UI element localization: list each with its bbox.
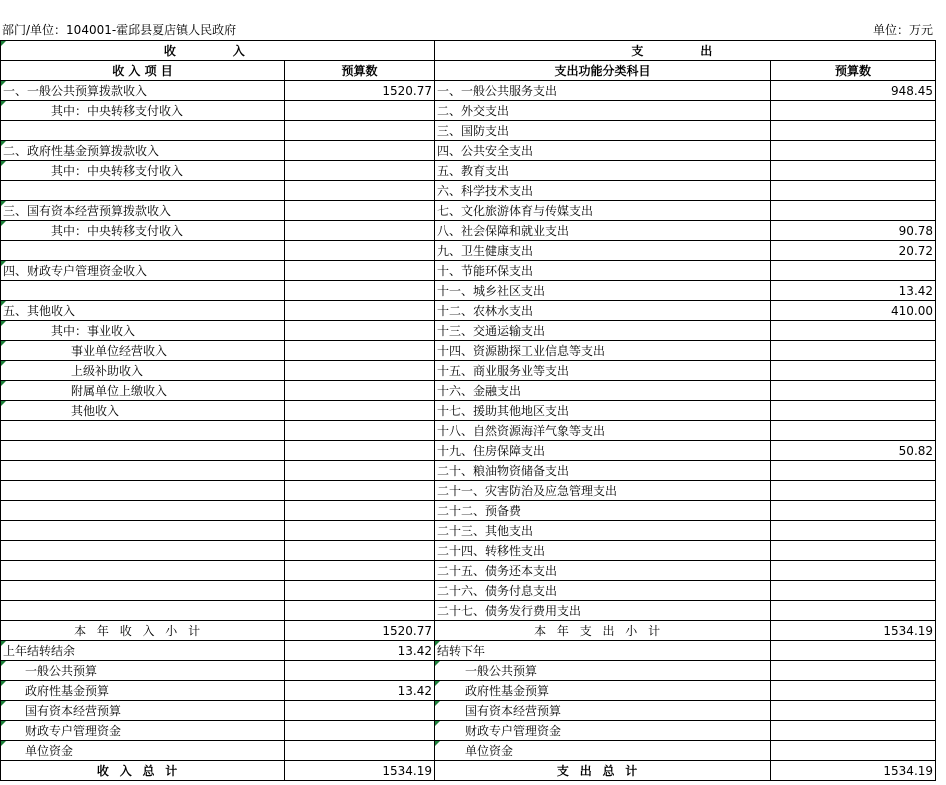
income-amount-cell [285,481,435,501]
income-amount-cell [285,181,435,201]
table-row [1,481,936,501]
income-item-cell: 事业单位经营收入 [1,341,285,361]
department-label: 部门/单位：104001-霍邱县夏店镇人民政府 [2,23,237,37]
income-item-cell [1,181,285,201]
carryover-expense-label: 财政专户管理资金 [435,721,771,741]
expense-item-cell: 十五、商业服务业等支出 [435,361,771,381]
table-row [1,81,936,101]
income-item-cell: 其中：中央转移支付收入 [1,161,285,181]
income-total-value: 1534.19 [285,761,435,781]
income-amount-cell [285,421,435,441]
carryover-row [1,661,936,681]
expense-item-cell: 十三、交通运输支出 [435,321,771,341]
table-row [1,261,936,281]
carryover-expense-value [771,721,936,741]
carryover-row [1,721,936,741]
expense-item-cell: 二十四、转移性支出 [435,541,771,561]
table-row [1,301,936,321]
expense-item-cell: 七、文化旅游体育与传媒支出 [435,201,771,221]
carryover-income-label: 一般公共预算 [1,661,285,681]
income-item-cell [1,561,285,581]
table-row [1,321,936,341]
table-row [1,381,936,401]
table-row [1,521,936,541]
expense-item-cell: 二十五、债务还本支出 [435,561,771,581]
income-amount-cell [285,501,435,521]
income-amount-cell [285,341,435,361]
expense-amount-cell: 90.78 [771,221,936,241]
expense-amount-cell [771,581,936,601]
expense-item-cell: 十九、住房保障支出 [435,441,771,461]
carryover-expense-value [771,701,936,721]
expense-item-cell: 十七、援助其他地区支出 [435,401,771,421]
table-row [1,361,936,381]
expense-amount-cell [771,141,936,161]
carryover-income-label: 上年结转结余 [1,641,285,661]
table-row [1,221,936,241]
expense-item-cell: 二十一、灾害防治及应急管理支出 [435,481,771,501]
income-amount-cell [285,201,435,221]
income-amount-cell: 1520.77 [285,81,435,101]
expense-item-cell: 一、一般公共服务支出 [435,81,771,101]
table-row [1,141,936,161]
income-amount-cell [285,581,435,601]
expense-item-cell: 十八、自然资源海洋气象等支出 [435,421,771,441]
table-row [1,161,936,181]
expense-item-cell: 十二、农林水支出 [435,301,771,321]
table-row [1,441,936,461]
income-amount-cell [285,281,435,301]
expense-item-cell: 二十、粮油物资储备支出 [435,461,771,481]
income-item-cell: 五、其他收入 [1,301,285,321]
expense-amount-cell [771,421,936,441]
carryover-income-value [285,661,435,681]
table-row [1,501,936,521]
income-item-cell [1,461,285,481]
expense-amount-cell [771,601,936,621]
income-amount-cell [285,241,435,261]
budget-table [0,40,936,781]
expense-item-cell: 九、卫生健康支出 [435,241,771,261]
expense-amount-cell [771,341,936,361]
col-expense-amount: 预算数 [771,61,936,81]
expense-item-cell: 十六、金融支出 [435,381,771,401]
col-expense-item: 支出功能分类科目 [435,61,771,81]
column-header-row [1,61,936,81]
carryover-income-value: 13.42 [285,681,435,701]
income-item-cell: 二、政府性基金预算拨款收入 [1,141,285,161]
income-item-cell: 其中：中央转移支付收入 [1,101,285,121]
carryover-expense-label: 结转下年 [435,641,771,661]
table-row [1,421,936,441]
carryover-row [1,701,936,721]
carryover-income-label: 政府性基金预算 [1,681,285,701]
income-amount-cell [285,601,435,621]
income-amount-cell [285,401,435,421]
expense-amount-cell: 13.42 [771,281,936,301]
carryover-income-value [285,701,435,721]
table-row [1,401,936,421]
expense-amount-cell: 50.82 [771,441,936,461]
section-title-row [1,41,936,61]
expense-amount-cell [771,461,936,481]
total-row [1,761,936,781]
carryover-income-value: 13.42 [285,641,435,661]
expense-item-cell: 十、节能环保支出 [435,261,771,281]
expense-amount-cell [771,161,936,181]
income-item-cell: 其中：中央转移支付收入 [1,221,285,241]
carryover-expense-value [771,641,936,661]
income-amount-cell [285,561,435,581]
expense-amount-cell [771,521,936,541]
table-row [1,341,936,361]
carryover-income-label: 单位资金 [1,741,285,761]
income-amount-cell [285,321,435,341]
expense-amount-cell [771,541,936,561]
income-amount-cell [285,121,435,141]
expense-item-cell: 二十七、债务发行费用支出 [435,601,771,621]
income-item-cell: 三、国有资本经营预算拨款收入 [1,201,285,221]
income-item-cell [1,581,285,601]
table-row [1,201,936,221]
expense-item-cell: 二、外交支出 [435,101,771,121]
income-amount-cell [285,541,435,561]
expense-amount-cell [771,201,936,221]
income-amount-cell [285,441,435,461]
expense-amount-cell: 410.00 [771,301,936,321]
expense-item-cell: 五、教育支出 [435,161,771,181]
expense-total-value: 1534.19 [771,761,936,781]
expense-amount-cell [771,501,936,521]
income-item-cell: 四、财政专户管理资金收入 [1,261,285,281]
expense-item-cell: 二十六、债务付息支出 [435,581,771,601]
table-row [1,281,936,301]
carryover-expense-value [771,741,936,761]
table-row [1,561,936,581]
expense-item-cell: 二十三、其他支出 [435,521,771,541]
carryover-income-value [285,721,435,741]
income-item-cell [1,601,285,621]
income-amount-cell [285,301,435,321]
expense-item-cell: 六、科学技术支出 [435,181,771,201]
income-item-cell [1,241,285,261]
table-row [1,461,936,481]
expense-amount-cell [771,261,936,281]
income-item-cell: 上级补助收入 [1,361,285,381]
income-amount-cell [285,101,435,121]
income-item-cell [1,541,285,561]
expense-item-cell: 二十二、预备费 [435,501,771,521]
expense-item-cell: 十一、城乡社区支出 [435,281,771,301]
expense-amount-cell: 948.45 [771,81,936,101]
income-item-cell: 其中：事业收入 [1,321,285,341]
income-amount-cell [285,461,435,481]
expense-amount-cell [771,121,936,141]
carryover-expense-label: 国有资本经营预算 [435,701,771,721]
income-subtotal-label: 本年收入小计 [1,621,285,641]
col-income-amount: 预算数 [285,61,435,81]
expense-amount-cell [771,401,936,421]
expense-item-cell: 三、国防支出 [435,121,771,141]
carryover-row [1,681,936,701]
table-row [1,241,936,261]
income-item-cell [1,281,285,301]
expense-total-label: 支出总计 [435,761,771,781]
expense-item-cell: 八、社会保障和就业支出 [435,221,771,241]
carryover-income-label: 财政专户管理资金 [1,721,285,741]
income-item-cell [1,441,285,461]
expense-item-cell: 四、公共安全支出 [435,141,771,161]
table-row [1,181,936,201]
income-total-label: 收入总计 [1,761,285,781]
carryover-income-label: 国有资本经营预算 [1,701,285,721]
income-item-cell [1,521,285,541]
income-item-cell [1,421,285,441]
col-income-item: 收 入 项 目 [1,61,285,81]
income-subtotal-value: 1520.77 [285,621,435,641]
expense-amount-cell [771,481,936,501]
income-amount-cell [285,221,435,241]
table-row [1,601,936,621]
subtotal-row [1,621,936,641]
income-item-cell: 附属单位上缴收入 [1,381,285,401]
income-amount-cell [285,261,435,281]
carryover-expense-label: 一般公共预算 [435,661,771,681]
expense-amount-cell [771,361,936,381]
income-amount-cell [285,141,435,161]
unit-label: 单位：万元 [872,23,933,37]
income-amount-cell [285,361,435,381]
carryover-income-value [285,741,435,761]
carryover-expense-label: 政府性基金预算 [435,681,771,701]
income-item-cell [1,501,285,521]
expense-amount-cell [771,101,936,121]
expense-amount-cell [771,321,936,341]
expense-amount-cell: 20.72 [771,241,936,261]
expense-amount-cell [771,381,936,401]
table-row [1,121,936,141]
table-row [1,101,936,121]
income-item-cell: 其他收入 [1,401,285,421]
income-item-cell: 一、一般公共预算拨款收入 [1,81,285,101]
expense-amount-cell [771,181,936,201]
expense-section-title: 支 出 [435,41,936,61]
income-amount-cell [285,381,435,401]
carryover-row [1,641,936,661]
expense-amount-cell [771,561,936,581]
expense-item-cell: 十四、资源勘探工业信息等支出 [435,341,771,361]
income-amount-cell [285,521,435,541]
expense-subtotal-label: 本年支出小计 [435,621,771,641]
table-row [1,581,936,601]
carryover-expense-value [771,681,936,701]
report-header [0,0,935,40]
expense-subtotal-value: 1534.19 [771,621,936,641]
income-item-cell [1,481,285,501]
income-amount-cell [285,161,435,181]
carryover-row [1,741,936,761]
table-row [1,541,936,561]
income-item-cell [1,121,285,141]
carryover-expense-label: 单位资金 [435,741,771,761]
income-section-title: 收 入 [1,41,435,61]
carryover-expense-value [771,661,936,681]
